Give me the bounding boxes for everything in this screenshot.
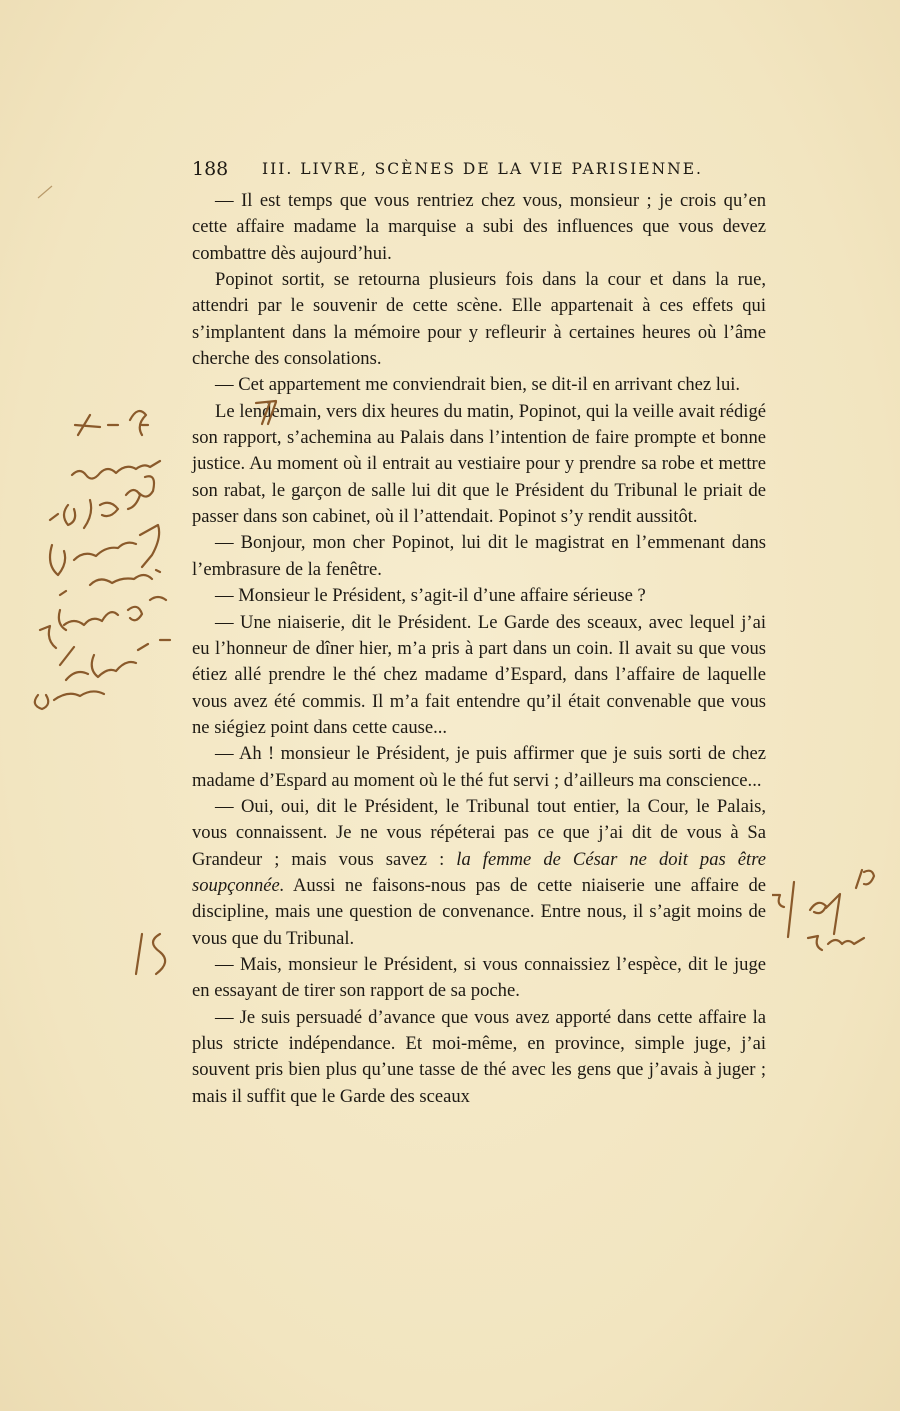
- handwritten-number-left: [130, 928, 175, 978]
- paragraph: — Je suis persuadé d’avance que vous avez apporté dans cette affaire la plus stricte indépendance. Et moi-même, en province, simple juge, j’ai souvent pris bien plus qu’une tasse de thé avec les gens que j’avais à juger ; mais il suffit que le Garde des sceaux: [192, 1006, 766, 1107]
- paragraph-tail: Aussi ne faisons-nous pas de cette niaiserie une affaire de discipline, mais une question de convenance. Entre nous, il s’agit moins de vous que du Tribunal.: [192, 874, 766, 949]
- paragraph: — Une niaiserie, dit le Président. Le Garde des sceaux, avec lequel j’ai eu l’honneur de dîner hier, m’a pris à part dans un coin. Il avait su que vous étiez allé prendre le thé chez madame d’Espard, dans l’affaire de laquelle vous avez été commis. Il m’a fait entendre qu’il était convenable que vous ne siégiez point dans cette cause...: [192, 611, 766, 738]
- paragraph: — Monsieur le Président, s’agit-il d’une affaire sérieuse ?: [215, 585, 646, 607]
- handwritten-note-right: [772, 860, 882, 970]
- paragraph: — Ah ! monsieur le Président, je puis affirmer que je suis sorti de chez madame d’Espard au moment où le thé fut servi ; d’ailleurs ma conscience...: [192, 743, 766, 791]
- handwritten-note-left: [30, 395, 190, 725]
- page-number: 188: [192, 158, 229, 180]
- paragraph: Le lendemain, vers dix heures du matin, Popinot, qui la veille avait rédigé son rapport, s’achemina au Palais dans l’intention de faire prompte et bonne justice. Au moment où il entrait au vestiaire pour y prendre sa robe et mettre son rabat, le garçon de salle lui dit que le Président du Tribunal le priait de passer dans son cabinet, où il l’attendait. Popinot s’y rendit aussitôt.: [192, 400, 766, 528]
- running-title: III. LIVRE, SCÈNES DE LA VIE PARISIENNE.: [262, 160, 703, 178]
- paragraph: — Cet appartement me conviendrait bien, se dit-il en arrivant chez lui.: [215, 374, 741, 396]
- corner-mark: [36, 182, 56, 202]
- paragraph: [192, 794, 766, 952]
- paragraph: — Il est temps que vous rentriez chez vous, monsieur ; je crois qu’en cette affaire madame la marquise a subi des influences que vous devez combattre dès aujourd’hui.: [192, 190, 766, 264]
- paragraph: — Mais, monsieur le Président, si vous connaissiez l’espèce, dit le juge en essayant de tirer son rapport de sa poche.: [192, 953, 766, 1002]
- paragraph: Popinot sortit, se retourna plusieurs fois dans la cour et dans la rue, attendri par le souvenir de cette scène. Elle appartenait à ces effets qui s’implantent dans la mémoire pour y refleurir à certaines heures où l’âme cherche des consolations.: [192, 269, 766, 370]
- body-text: [192, 188, 766, 1110]
- paragraph: — Bonjour, mon cher Popinot, lui dit le magistrat en l’emmenant dans l’embrasure de la fenêtre.: [192, 532, 766, 580]
- running-header: [192, 158, 772, 186]
- paragraph-text: — Oui, oui, dit le Président, le Tribunal tout entier, la Cour, le Palais, vous connaissent. Je ne vous répéterai pas ce que j’ai dit de vous à Sa Grandeur ; mais vous savez :: [192, 795, 766, 870]
- insertion-mark: [254, 398, 284, 428]
- italic-quote: la femme de César ne doit pas être soupçonnée.: [192, 848, 766, 896]
